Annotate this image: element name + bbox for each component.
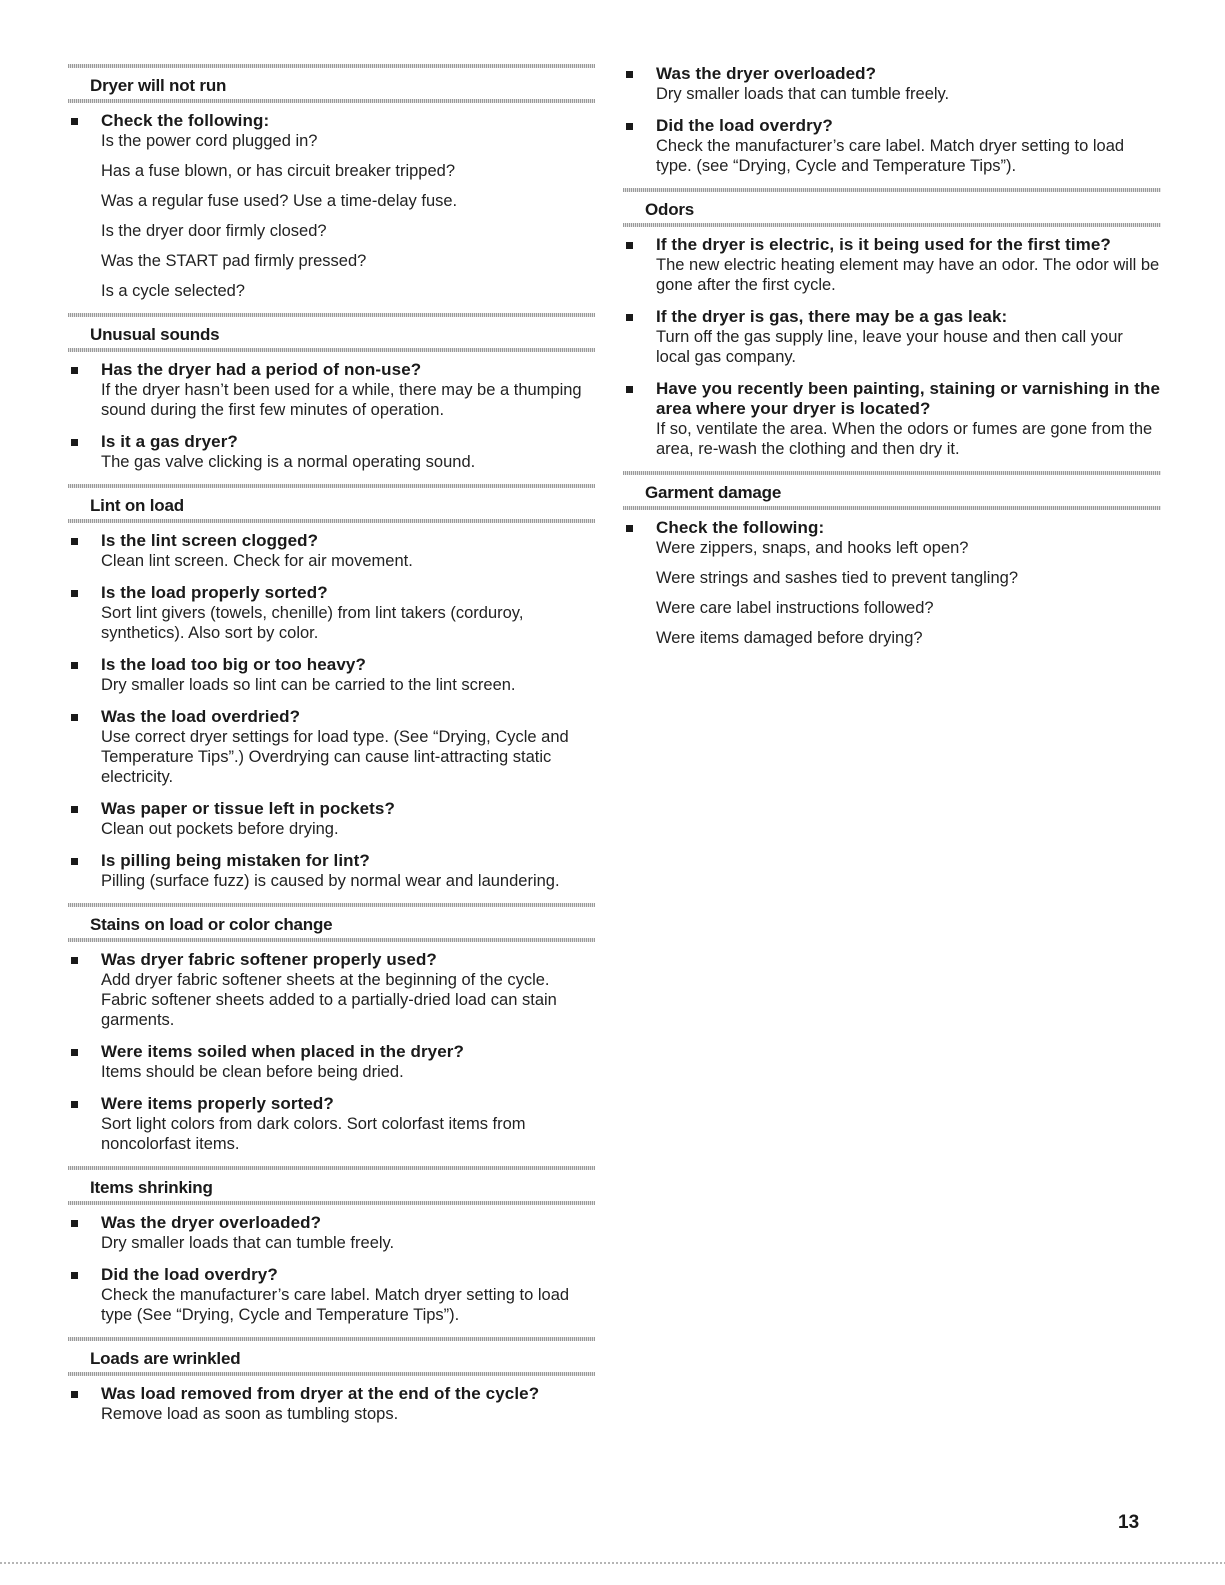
answer: If the dryer hasn’t been used for a while, there may be a thumping sound during the first few minutes of operation. [101, 381, 582, 419]
square-bullet-icon [71, 439, 78, 446]
list-item [68, 432, 595, 472]
answer: The new electric heating element may have an odor. The odor will be gone after the first cycle. [656, 256, 1160, 294]
answer: The gas valve clicking is a normal operating sound. [101, 453, 476, 471]
list-item [68, 583, 595, 643]
answer: Clean out pockets before drying. [101, 820, 339, 838]
answer: Is the power cord plugged in? [101, 132, 318, 150]
section-lint-on-load [68, 484, 595, 891]
question: Have you recently been painting, staining or varnishing in the area where your dryer is located? [656, 379, 1161, 418]
answer: Dry smaller loads that can tumble freely. [656, 85, 950, 103]
answer: Remove load as soon as tumbling stops. [101, 1405, 399, 1423]
square-bullet-icon [626, 386, 633, 393]
square-bullet-icon [71, 957, 78, 964]
question: Were items soiled when placed in the dryer? [101, 1042, 464, 1061]
list-item [68, 1213, 595, 1253]
question: Were items properly sorted? [101, 1094, 334, 1113]
answer: Is a cycle selected? [101, 282, 245, 300]
section-title: Odors [645, 200, 695, 219]
section-header [623, 471, 1161, 510]
divider [68, 348, 595, 352]
question: Was the dryer overloaded? [656, 64, 877, 83]
divider [623, 506, 1161, 510]
answer: Turn off the gas supply line, leave your house and then call your local gas company. [656, 328, 1123, 366]
question: Did the load overdry? [101, 1265, 278, 1284]
question: Is the load properly sorted? [101, 583, 328, 602]
answer: Sort lint givers (towels, chenille) from lint takers (corduroy, synthetics). Also sort by color. [101, 604, 524, 642]
section-stains-on-load [68, 903, 595, 1154]
section-garment-damage [623, 471, 1161, 648]
list-item [623, 307, 1161, 367]
question: Is the lint screen clogged? [101, 531, 319, 550]
divider [623, 223, 1161, 227]
divider [68, 519, 595, 523]
answer: Items should be clean before being dried. [101, 1063, 404, 1081]
section-odors [623, 188, 1161, 459]
question: If the dryer is gas, there may be a gas leak: [656, 307, 1008, 326]
answer: Dry smaller loads so lint can be carried to the lint screen. [101, 676, 516, 694]
list-item [68, 799, 595, 839]
section-title: Dryer will not run [90, 76, 227, 95]
question: Did the load overdry? [656, 116, 833, 135]
list-item [623, 518, 1161, 648]
list-item [68, 707, 595, 787]
question: If the dryer is electric, is it being used for the first time? [656, 235, 1111, 254]
square-bullet-icon [71, 1049, 78, 1056]
question: Has the dryer had a period of non-use? [101, 360, 422, 379]
list-item [68, 111, 595, 301]
square-bullet-icon [71, 1101, 78, 1108]
section-header [68, 64, 595, 103]
square-bullet-icon [71, 662, 78, 669]
question: Was paper or tissue left in pockets? [101, 799, 395, 818]
section-header [68, 1337, 595, 1376]
question: Is the load too big or too heavy? [101, 655, 366, 674]
answer: Pilling (surface fuzz) is caused by normal wear and laundering. [101, 872, 560, 890]
list-item [623, 64, 1161, 104]
section-title: Loads are wrinkled [90, 1349, 241, 1368]
square-bullet-icon [626, 123, 633, 130]
section-loads-wrinkled [68, 1337, 595, 1424]
square-bullet-icon [626, 242, 633, 249]
answer: Was a regular fuse used? Use a time-delay fuse. [101, 192, 458, 210]
square-bullet-icon [71, 118, 78, 125]
section-header [68, 313, 595, 352]
question: Is it a gas dryer? [101, 432, 238, 451]
answer: Has a fuse blown, or has circuit breaker tripped? [101, 162, 456, 180]
answer: Was the START pad firmly pressed? [101, 252, 367, 270]
divider [68, 1201, 595, 1205]
list-item [68, 1384, 595, 1424]
list-item [68, 1094, 595, 1154]
question: Was dryer fabric softener properly used? [101, 950, 437, 969]
question: Was load removed from dryer at the end of the cycle? [101, 1384, 540, 1403]
square-bullet-icon [626, 525, 633, 532]
answer: Were care label instructions followed? [656, 599, 934, 617]
square-bullet-icon [71, 590, 78, 597]
list-item [623, 235, 1161, 295]
section-dryer-will-not-run [68, 64, 595, 301]
answer: Clean lint screen. Check for air movement. [101, 552, 413, 570]
question: Is pilling being mistaken for lint? [101, 851, 370, 870]
list-item [68, 1042, 595, 1082]
square-bullet-icon [71, 714, 78, 721]
square-bullet-icon [71, 858, 78, 865]
section-title: Lint on load [90, 496, 184, 515]
square-bullet-icon [71, 1391, 78, 1398]
section-items-shrinking [68, 1166, 595, 1325]
section-header [68, 484, 595, 523]
right-column [623, 64, 1161, 660]
footer-divider [0, 1562, 1225, 1564]
answer: Add dryer fabric softener sheets at the beginning of the cycle. Fabric softener sheets added to a partially-dried load can stain garments. [101, 971, 557, 1029]
section-header [68, 1166, 595, 1205]
answer: Were strings and sashes tied to prevent tangling? [656, 569, 1018, 587]
divider [68, 99, 595, 103]
answer: Dry smaller loads that can tumble freely. [101, 1234, 395, 1252]
section-header [623, 188, 1161, 227]
list-item [68, 655, 595, 695]
answer: Check the manufacturer’s care label. Match dryer setting to load type. (see “Drying, Cycle and Temperature Tips”). [656, 137, 1125, 175]
section-title: Unusual sounds [90, 325, 220, 344]
square-bullet-icon [71, 538, 78, 545]
answer: If so, ventilate the area. When the odors or fumes are gone from the area, re-wash the clothing and then dry it. [656, 420, 1153, 458]
list-item [68, 851, 595, 891]
question: Check the following: [101, 111, 270, 130]
list-item [68, 950, 595, 1030]
square-bullet-icon [626, 71, 633, 78]
question: Was the dryer overloaded? [101, 1213, 322, 1232]
square-bullet-icon [71, 1272, 78, 1279]
left-column [68, 62, 595, 1436]
square-bullet-icon [626, 314, 633, 321]
answer: Use correct dryer settings for load type. (See “Drying, Cycle and Temperature Tips”.) Overdrying can cause lint-attracting static electricity. [101, 728, 569, 786]
divider [68, 938, 595, 942]
section-title: Items shrinking [90, 1178, 213, 1197]
section-header [68, 903, 595, 942]
square-bullet-icon [71, 806, 78, 813]
square-bullet-icon [71, 367, 78, 374]
answer: Is the dryer door firmly closed? [101, 222, 327, 240]
section-title: Garment damage [645, 483, 782, 502]
list-item [68, 531, 595, 571]
divider [68, 1372, 595, 1376]
answer: Sort light colors from dark colors. Sort colorfast items from noncolorfast items. [101, 1115, 526, 1153]
question: Check the following: [656, 518, 825, 537]
answer: Were zippers, snaps, and hooks left open? [656, 539, 969, 557]
answer: Check the manufacturer’s care label. Match dryer setting to load type (See “Drying, Cycle and Temperature Tips”). [101, 1286, 570, 1324]
list-item [68, 1265, 595, 1325]
square-bullet-icon [71, 1220, 78, 1227]
list-item [623, 379, 1161, 459]
question: Was the load overdried? [101, 707, 301, 726]
section-unusual-sounds [68, 313, 595, 472]
list-item [623, 116, 1161, 176]
list-item [68, 360, 595, 420]
page-number: 13 [1118, 1512, 1140, 1533]
answer: Were items damaged before drying? [656, 629, 923, 647]
section-title: Stains on load or color change [90, 915, 333, 934]
